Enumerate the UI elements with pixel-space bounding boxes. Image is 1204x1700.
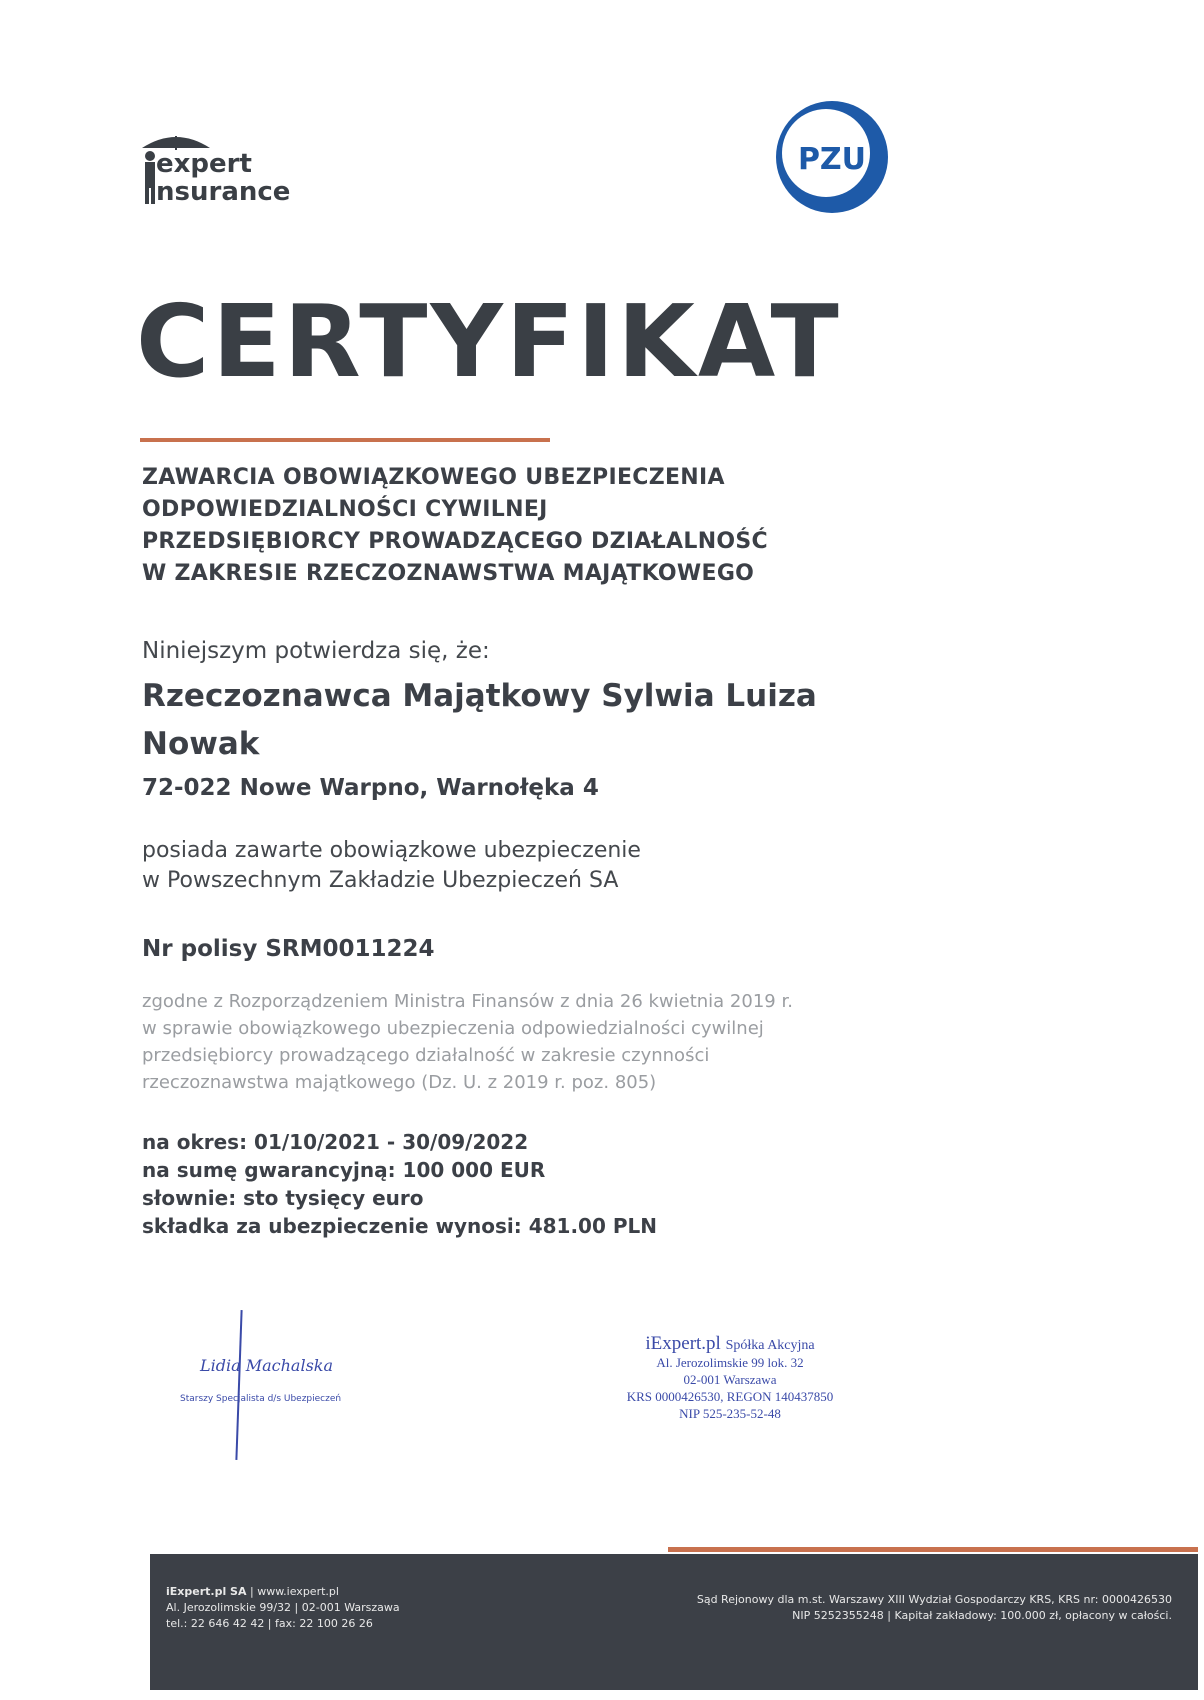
regulation-line: zgodne z Rozporządzeniem Ministra Finansów z dnia 26 kwietnia 2019 r.	[142, 991, 793, 1012]
certificate-title: CERTYFIKAT	[136, 283, 842, 400]
certificate-subtitle	[142, 462, 922, 590]
insured-statement	[142, 836, 641, 896]
footer-court: Sąd Rejonowy dla m.st. Warszawy XIII Wydział Gospodarczy KRS, KRS nr: 0000426530	[696, 1593, 1172, 1606]
subtitle-line: ZAWARCIA OBOWIĄZKOWEGO UBEZPIECZENIA	[142, 465, 725, 490]
title-underline	[140, 438, 550, 442]
term-premium: składka za ubezpieczenie wynosi: 481.00 PLN	[142, 1214, 657, 1238]
footer-phones: tel.: 22 646 42 42 | fax: 22 100 26 26	[166, 1617, 373, 1630]
insured-line: posiada zawarte obowiązkowe ubezpieczenie	[142, 838, 641, 863]
iexpert-insurance-logo	[136, 128, 296, 218]
regulation-line: rzeczoznawstwa majątkowego (Dz. U. z 2019 r. poz. 805)	[142, 1072, 657, 1093]
intro-text: Niniejszym potwierdza się, że:	[142, 638, 490, 664]
signature-block	[170, 1310, 360, 1460]
signature-role: Starszy Specjalista d/s Ubezpieczeń	[180, 1394, 342, 1404]
umbrella-man-icon	[136, 128, 296, 218]
footer-website: | www.iexpert.pl	[246, 1585, 339, 1598]
insured-line: w Powszechnym Zakładzie Ubezpieczeń SA	[142, 868, 619, 893]
subtitle-line: PRZEDSIĘBIORCY PROWADZĄCEGO DZIAŁALNOŚĆ	[142, 529, 769, 554]
subtitle-line: W ZAKRESIE RZECZOZNAWSTWA MAJĄTKOWEGO	[142, 561, 755, 586]
stamp-address1: Al. Jerozolimskie 99 lok. 32	[656, 1355, 804, 1370]
term-period: na okres: 01/10/2021 - 30/09/2022	[142, 1130, 529, 1154]
signature-name: Lidia Machalska	[200, 1356, 334, 1375]
stamp-nip: NIP 525-235-52-48	[679, 1406, 781, 1421]
footer-brand: iExpert.pl SA	[166, 1585, 247, 1598]
company-stamp	[600, 1335, 860, 1422]
svg-text:nsurance: nsurance	[156, 177, 291, 207]
regulation-line: przedsiębiorcy prowadzącego działalność w zakresie czynności	[142, 1045, 710, 1066]
policy-number: Nr polisy SRM0011224	[142, 936, 435, 962]
footer-capital: NIP 5252355248 | Kapitał zakładowy: 100.000 zł, opłacony w całości.	[792, 1609, 1172, 1622]
footer-legal	[697, 1592, 1172, 1624]
holder-name	[142, 672, 902, 768]
stamp-address2: 02-001 Warszawa	[683, 1372, 777, 1387]
svg-text:expert: expert	[156, 149, 252, 179]
footer-contact	[166, 1584, 400, 1632]
svg-text:PZU: PZU	[797, 142, 867, 177]
holder-name-line: Nowak	[142, 726, 260, 762]
policy-terms	[142, 1128, 657, 1240]
term-words: słownie: sto tysięcy euro	[142, 1186, 424, 1210]
holder-name-line: Rzeczoznawca Majątkowy Sylwia Luiza	[142, 678, 817, 714]
stamp-company: iExpert.pl	[645, 1333, 721, 1354]
stamp-registry: KRS 0000426530, REGON 140437850	[626, 1389, 834, 1404]
stamp-company-suffix: Spółka Akcyjna	[725, 1338, 815, 1353]
term-sum: na sumę gwarancyjną: 100 000 EUR	[142, 1158, 546, 1182]
footer-accent-bar	[668, 1547, 1198, 1552]
signature-stroke	[235, 1310, 242, 1460]
pzu-logo	[770, 95, 894, 219]
regulation-text	[142, 988, 902, 1096]
footer	[150, 1554, 1198, 1690]
regulation-line: w sprawie obowiązkowego ubezpieczenia odpowiedzialności cywilnej	[142, 1018, 764, 1039]
subtitle-line: ODPOWIEDZIALNOŚCI CYWILNEJ	[142, 497, 548, 522]
holder-address: 72-022 Nowe Warpno, Warnołęka 4	[142, 775, 599, 801]
footer-address: Al. Jerozolimskie 99/32 | 02-001 Warszawa	[166, 1601, 400, 1614]
